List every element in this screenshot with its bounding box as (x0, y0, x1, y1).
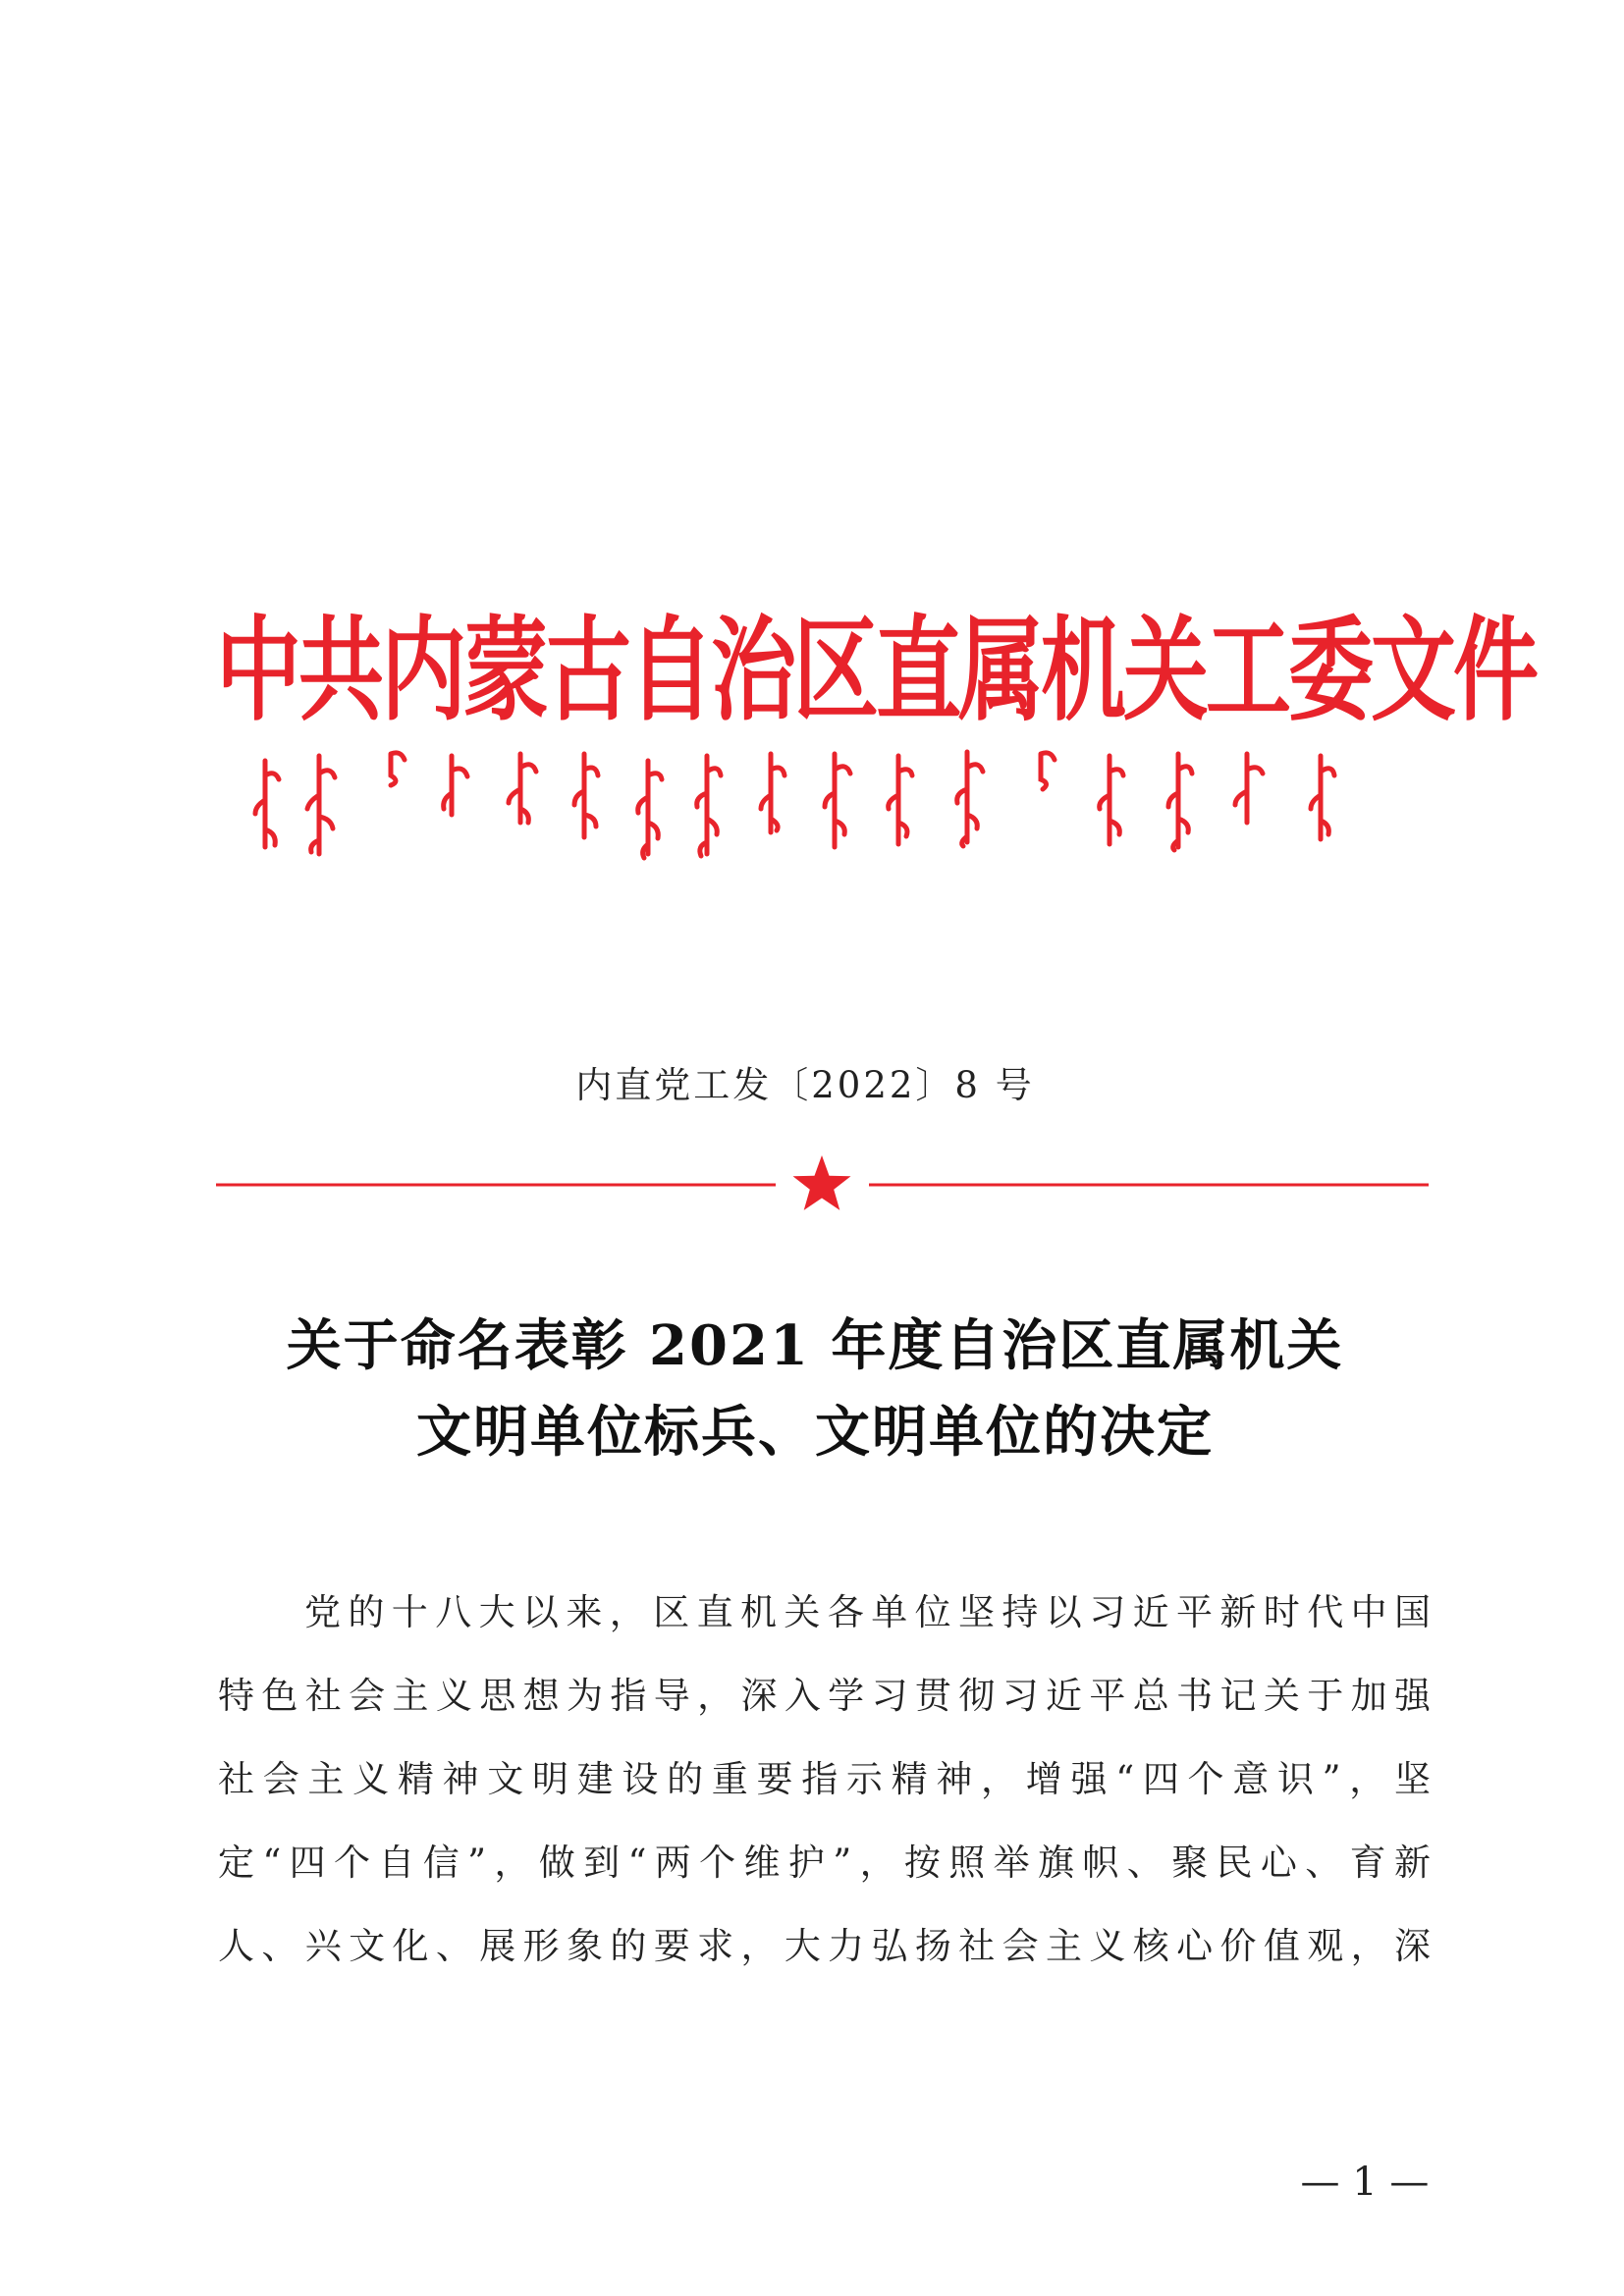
title-line-1: 关于命名表彰 2021 年度自治区直属机关 (286, 1313, 1344, 1378)
body-text (218, 1571, 1431, 1988)
body-line-3: 社会主义精神文明建设的重要指示精神，增强“四个意识”，坚 (218, 1758, 1431, 1800)
star-icon (793, 1155, 851, 1210)
page-number: — 1 — (1300, 2160, 1430, 2205)
body-line-4: 定“四个自信”，做到“两个维护”，按照举旗帜、聚民心、育新 (218, 1842, 1431, 1884)
title-line-2: 文明单位标兵、文明单位的决定 (416, 1400, 1214, 1465)
body-line-2: 特色社会主义思想为指导，深入学习贯彻习近平总书记关于加强 (218, 1675, 1431, 1717)
document-number: 内直党工发〔2022〕8 号 (575, 1064, 1035, 1106)
red-divider (216, 1153, 1429, 1222)
mongolian-script-header (245, 746, 1399, 864)
body-line-5: 人、兴文化、展形象的要求，大力弘扬社会主义核心价值观，深 (218, 1925, 1431, 1967)
organization-header: 中共内蒙古自治区直属机关工委文件 (216, 604, 1536, 737)
body-line-1: 党的十八大以来，区直机关各单位坚持以习近平新时代中国 (304, 1591, 1431, 1633)
document-title (167, 1303, 1463, 1475)
